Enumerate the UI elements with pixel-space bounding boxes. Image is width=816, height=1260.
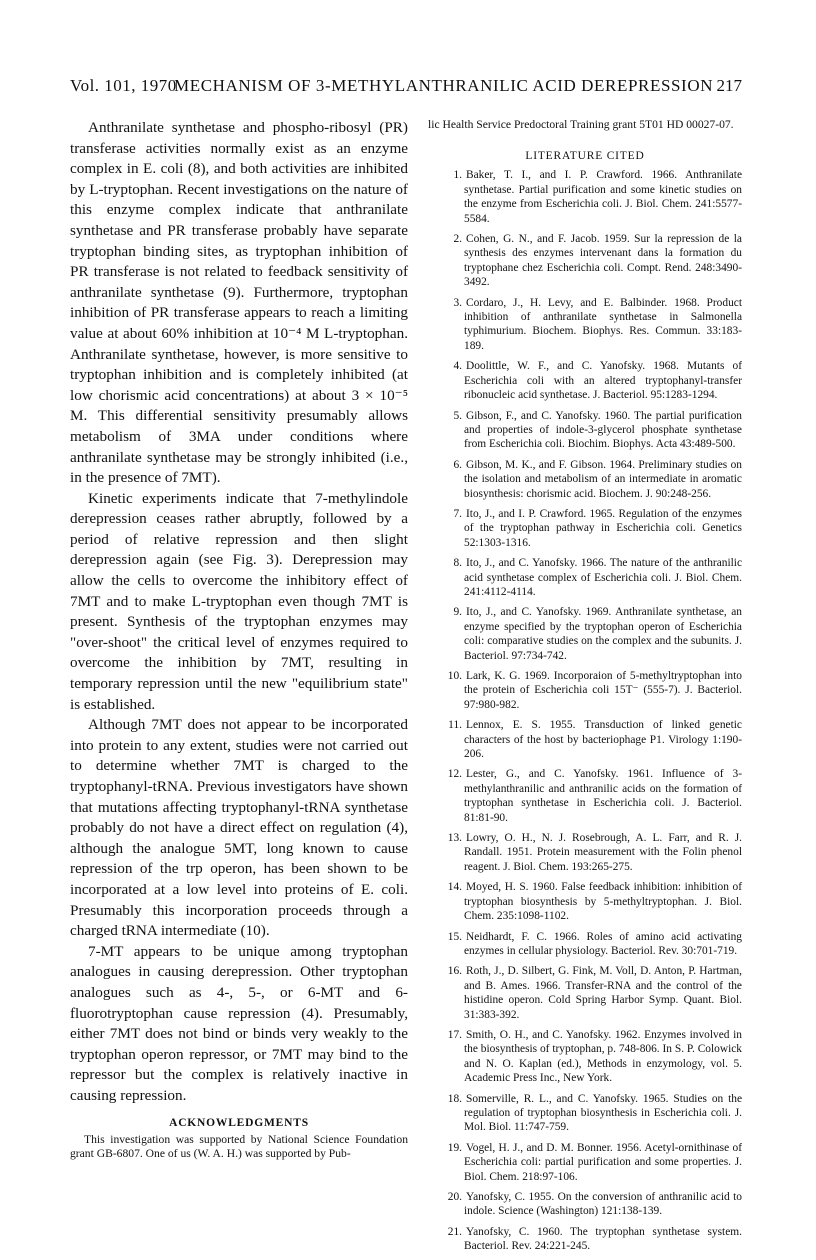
reference-text: Roth, J., D. Silbert, G. Fink, M. Voll, D. Anton, P. Hartman, and B. Ames. 1966. Transfer-RNA and the control of the histidine operon. Cold Spring Harbor Symp. Quant. Biol. 31:383-392. (464, 965, 742, 1021)
reference-item (428, 669, 742, 712)
acknowledgments-heading: ACKNOWLEDGMENTS (169, 1116, 309, 1129)
reference-number: 15. (447, 930, 462, 943)
reference-item (428, 556, 742, 599)
reference-text: Baker, T. I., and I. P. Crawford. 1966. Anthranilate synthetase. Partial purification and some kinetic studies on the enzyme from Escherichia coli. J. Biol. Chem. 241:5577-5584. (464, 169, 742, 225)
body-paragraph: Anthranilate synthetase and phospho-ribosyl (PR) transferase activities normally exist as an enzyme complex in E. coli (8), and both activities are inhibited by L-tryptophan. Recent investigations on the nature of this enzyme complex indicate that anthranilate synthetase and PR transferase probably have separate tryptophan binding sites, as tryptophan inhibition of PR transferase is not related to feedback sensitivity of anthranilate synthetase (9). Furthermore, tryptophan inhibition of PR transferase appears to reach a limiting value at about 60% inhibition at 10⁻⁴ M L-tryptophan. Anthranilate synthetase, however, is more sensitive to tryptophan inhibition and is completely inhibited (at low chorismic acid concentrations) at about 3 × 10⁻⁵ M. This differential sensitivity presumably allows metabolism of 3MA under conditions where anthranilate synthetase may be strongly inhibited (i.e., in the presence of 7MT). (70, 119, 408, 487)
literature-cited-heading: LITERATURE CITED (525, 150, 645, 163)
reference-number: 11. (448, 719, 462, 732)
reference-item (428, 1092, 742, 1135)
reference-number: 2. (453, 233, 462, 246)
reference-number: 13. (447, 832, 462, 845)
reference-item (428, 232, 742, 290)
reference-number: 14. (447, 881, 462, 894)
reference-text: Ito, J., and I. P. Crawford. 1965. Regulation of the enzymes of the tryptophan pathway in Escherichia coli. Genetics 52:1303-1316. (464, 507, 742, 549)
reference-number: 19. (447, 1141, 462, 1154)
reference-text: Yanofsky, C. 1955. On the conversion of anthranilic acid to indole. Science (Washington) 121:138-139. (464, 1191, 742, 1218)
reference-item (428, 831, 742, 874)
reference-item (428, 767, 742, 825)
body-paragraph: 7-MT appears to be unique among tryptophan analogues in causing derepression. Other tryptophan analogues such as 4-, 5-, or 6-MT and 6-fluorotryptophan cause repression (4). Presumably, either 7MT does not bind or binds very weakly to the tryptophan operon repressor, or 7MT may bind to the repressor but the complex is relatively inactive in causing repression. (70, 942, 408, 1104)
reference-text: Somerville, R. L., and C. Yanofsky. 1965. Studies on the regulation of tryptophan biosynthesis in Escherichia coli. J. Mol. Biol. 11:747-759. (464, 1092, 742, 1134)
reference-text: Cordaro, J., H. Levy, and E. Balbinder. 1968. Product inhibition of anthranilate synthetase in Salmonella typhimurium. Biochem. Biophys. Res. Commun. 33:183-189. (464, 296, 742, 352)
reference-number: 8. (453, 557, 462, 570)
running-header (70, 76, 742, 100)
acknowledgments-continuation: lic Health Service Predoctoral Training grant 5T01 HD 00027-07. (428, 118, 734, 131)
reference-item (428, 296, 742, 354)
reference-text: Ito, J., and C. Yanofsky. 1969. Anthranilate synthetase, an enzyme specified by the tryptophan operon of Escherichia coli: comparative studies on the complex and the subunits. J. Bacteriol. 97:734-742. (464, 606, 742, 662)
reference-number: 4. (453, 360, 462, 373)
reference-text: Lester, G., and C. Yanofsky. 1961. Influence of 3-methylanthranilic and anthranilic acids on the formation of tryptophan synthetase in Escherichia coli. J. Bacteriol. 81:81-90. (464, 768, 742, 824)
reference-item (428, 718, 742, 761)
reference-text: Doolittle, W. F., and C. Yanofsky. 1968. Mutants of Escherichia coli with an altered tryptophanyl-transfer ribonucleic acid synthetase. J. Bacteriol. 95:1283-1294. (464, 360, 742, 402)
reference-item (428, 880, 742, 923)
right-column (428, 118, 742, 1260)
reference-item (428, 168, 742, 226)
reference-number: 17. (447, 1028, 462, 1041)
reference-number: 18. (447, 1092, 462, 1105)
reference-item (428, 605, 742, 663)
reference-number: 6. (453, 458, 462, 471)
reference-item (428, 1028, 742, 1086)
reference-item (428, 1225, 742, 1254)
acknowledgments-text: This investigation was supported by National Science Foundation grant GB-6807. One of us (W. A. H.) was supported by Pub- (70, 1132, 408, 1160)
reference-number: 1. (453, 169, 462, 182)
volume-label: Vol. 101, 1970 (70, 76, 177, 95)
reference-number: 9. (453, 606, 462, 619)
reference-number: 7. (453, 507, 462, 520)
reference-number: 20. (447, 1191, 462, 1203)
reference-number: 16. (447, 965, 462, 978)
reference-number: 5. (453, 409, 462, 422)
reference-text: Gibson, M. K., and F. Gibson. 1964. Preliminary studies on the isolation and metabolism of an intermediate in aromatic biosynthesis: chorismic acid. Biochem. J. 90:248-256. (464, 458, 742, 500)
reference-number: 10. (447, 670, 462, 682)
reference-text: Gibson, F., and C. Yanofsky. 1960. The partial purification and properties of indole-3-glycerol phosphate synthetase from Escherichia coli. Biochim. Biophys. Acta 43:489-500. (464, 409, 742, 451)
reference-item (428, 1190, 742, 1219)
reference-text: Vogel, H. J., and D. M. Bonner. 1956. Acetyl-ornithinase of Escherichia coli: partial purification and some properties. J. Biol. Chem. 218:97-106. (464, 1141, 742, 1183)
reference-list (428, 168, 742, 1253)
reference-text: Yanofsky, C. 1960. The tryptophan synthetase system. Bacteriol. Rev. 24:221-245. (464, 1225, 742, 1253)
reference-text: Lowry, O. H., N. J. Rosebrough, A. L. Farr, and R. J. Randall. 1951. Protein measurement with the Folin phenol reagent. J. Biol. Chem. 193:265-275. (464, 832, 742, 873)
reference-text: Lennox, E. S. 1955. Transduction of linked genetic characters of the host by bacteriophage P1. Virology 1:190-206. (464, 719, 742, 761)
body-paragraph: Kinetic experiments indicate that 7-methylindole derepression ceases rather abruptly, followed by a period of relative repression and then slight derepression again (see Fig. 3). Derepression may allow the cells to overcome the inhibitory effect of 7MT and to make L-tryptophan even though 7MT is present. Synthesis of the tryptophan enzymes may "over-shoot" the critical level of enzymes required to overcome the inhibition by 7MT, resulting in temporary repression until the new "equilibrium state" is established. (70, 489, 408, 713)
reference-text: Smith, O. H., and C. Yanofsky. 1962. Enzymes involved in the biosynthesis of tryptophan, p. 748-806. In S. P. Colowick and N. O. Kaplan (ed.), Methods in enzymology, vol. 5. Academic Press Inc., New York. (464, 1028, 742, 1085)
page-number: 217 (716, 76, 742, 95)
reference-item (428, 507, 742, 550)
reference-text: Ito, J., and C. Yanofsky. 1966. The nature of the anthranilic acid synthetase complex of Escherichia coli. J. Biol. Chem. 241:4112-4114. (464, 557, 742, 598)
reference-item (428, 964, 742, 1022)
reference-text: Cohen, G. N., and F. Jacob. 1959. Sur la repression de la synthesis des enzymes intervenant dans la formation du tryptophane chez Escherichia coli. Compt. Rend. 248:3490-3492. (464, 233, 742, 289)
left-column (70, 118, 408, 1161)
reference-item (428, 1141, 742, 1184)
reference-number: 21. (447, 1225, 462, 1238)
reference-item (428, 359, 742, 402)
reference-text: Lark, K. G. 1969. Incorporaion of 5-methyltryptophan into the protein of Escherichia coli 15T⁻ (555-7). J. Bacteriol. 97:980-982. (464, 670, 742, 711)
reference-number: 3. (453, 296, 462, 309)
reference-text: Neidhardt, F. C. 1966. Roles of amino acid activating enzymes in cellular physiology. Bacteriol. Rev. 30:701-719. (464, 930, 742, 957)
reference-item (428, 409, 742, 452)
running-title: MECHANISM OF 3-METHYLANTHRANILIC ACID DEREPRESSION (174, 76, 714, 95)
reference-item (428, 930, 742, 959)
reference-item (428, 458, 742, 501)
reference-number: 12. (447, 768, 462, 781)
reference-text: Moyed, H. S. 1960. False feedback inhibition: inhibition of tryptophan biosynthesis by 5-methyltryptophan. J. Biol. Chem. 235:1098-1102. (464, 881, 742, 923)
body-paragraph: Although 7MT does not appear to be incorporated into protein to any extent, studies were not carried out to determine whether 7MT is charged to the tryptophanyl-tRNA. Previous investigators have shown that mutations affecting tryptophanyl-tRNA synthetase probably do not have a direct effect on regulation (4), although the analogue 5MT, long known to cause repression of the trp operon, has been shown to be incorporated at a low level into proteins of E. coli. Presumably this incorporation proceeds through a charged tRNA intermediate (10). (70, 716, 408, 940)
